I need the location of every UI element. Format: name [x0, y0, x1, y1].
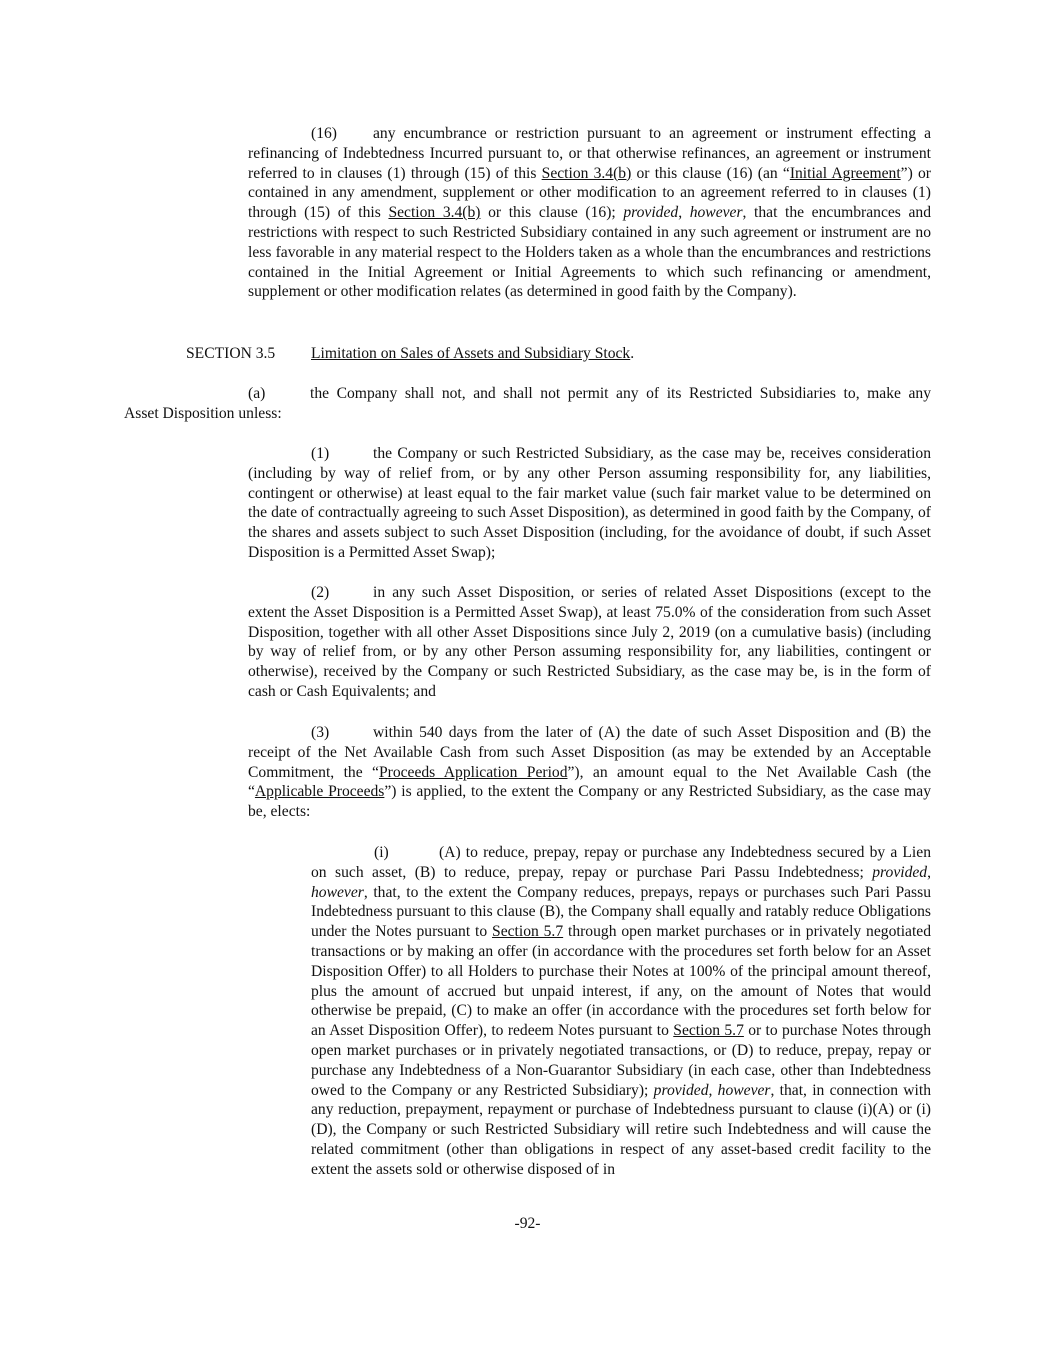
item-3: (3) within 540 days from the later of (A) the date of such Asset Disposition and (B) the receipt of the Net Available Cash from such Asset Disposition (as may be extended by an Acceptable Commitment, the “Proceeds Application Period”), an amount equal to the Net Available Cash (the “Applicable Proceeds”) is applied, to the extent the Company or any Restricted Subsidiary, as the case may be, elects:: [248, 724, 932, 821]
cross-reference-link[interactable]: Section 3.4(b): [541, 164, 632, 182]
cross-reference-link[interactable]: Section 3.4(b): [388, 204, 481, 222]
cross-reference-link[interactable]: Section 5.7: [492, 923, 564, 941]
cross-reference-link[interactable]: Section 5.7: [673, 1022, 744, 1040]
defined-term: Proceeds Application Period: [378, 763, 568, 781]
sub-item-i: (i) (A) to reduce, prepay, repay or purchase any Indebtedness secured by a Lien on such asset, (B) to reduce, prepay, repay or purchase Pari Passu Indebtedness; provided, however, that, to the extent the Company reduces, prepays, repays or purchases such Pari Passu Indebtedness pursuant to this clause (B), the Company shall equally and ratably reduce Obligations under the Notes pursuant to Section 5.7 through open market purchases or in privately negotiated transactions or by making an offer (in accordance with the procedures set forth below for an Asset Disposition Offer) to all Holders to purchase their Notes at 100% of the principal amount thereof, plus the amount of accrued but unpaid interest, if any, on the amount of Notes that would otherwise be prepaid, (C) to make an offer (in accordance with the procedures set forth below for an Asset Disposition Offer), to redeem Notes pursuant to Section 5.7 or to purchase Notes through open market purchases or in privately negotiated transactions, or (D) to reduce, prepay, repay or purchase any Indebtedness of a Non-Guarantor Subsidiary (in each case, other than Indebtedness owed to the Company or any Restricted Subsidiary); provided, however, that, in connection with any reduction, prepayment, repayment or purchase of Indebtedness pursuant to clause (i)(A) or (i)(D), the Company or such Restricted Subsidiary will retire such Indebtedness and will cause the related commitment (other than obligations in respect of any asset-based credit facility to the extent the assets sold or otherwise disposed of in: [311, 844, 932, 1178]
sub-item-number: (i): [374, 844, 389, 861]
defined-term: Applicable Proceeds: [254, 783, 385, 801]
clause-number: (16): [311, 125, 337, 142]
item-number: (2): [311, 584, 330, 601]
defined-term: Initial Agreement: [789, 164, 901, 182]
clause-16: (16) any encumbrance or restriction pursuant to an agreement or instrument effecting a refinancing of Indebtedness Incurred pursuant to, or that otherwise refinances, an agreement or instrument referred to in clauses (1) through (15) of this Section 3.4(b) or this clause (16) (an “Initial Agreement”) or contained in any amendment, supplement or other modification to an agreement referred to in clauses (1) through (15) of this Section 3.4(b) or this clause (16); provided, however, that the encumbrances and restrictions with respect to such Restricted Subsidiary contained in any such agreement or instrument are no less favorable in any material respect to the Holders taken as a whole than the encumbrances and restrictions contained in the Initial Agreement or Initial Agreements to which such refinancing or amendment, supplement or other modification relates (as determined in good faith by the Company).: [248, 125, 931, 301]
section-title: Limitation on Sales of Assets and Subsidiary Stock: [311, 345, 631, 362]
paragraph-number: (a): [248, 385, 266, 402]
section-label: SECTION 3.5: [186, 345, 276, 362]
item-2: (2) in any such Asset Disposition, or series of related Asset Dispositions (except to the extent the Asset Disposition is a Permitted Asset Swap), at least 75.0% of the consideration from such Asset Disposition, together with all other Asset Dispositions since July 2, 2019 (on a cumulative basis) (including by way of relief from, or by any other Person assuming responsibility for, any liabilities, contingent or otherwise), received by the Company or such Restricted Subsidiary, as the case may be, is in the form of cash or Cash Equivalents; and: [248, 584, 931, 700]
item-number: (1): [311, 445, 330, 462]
item-1: (1) the Company or such Restricted Subsidiary, as the case may be, receives consideration (including by way of relief from, or by any other Person assuming responsibility for, any liabilities, contingent or otherwise) at least equal to the fair market value (such fair market value to be determined on the date of contractually agreeing to such Asset Disposition), as determined in good faith by the Company, of the shares and assets subject to such Asset Disposition (including, for the avoidance of doubt, if such Asset Disposition is a Permitted Asset Swap);: [248, 445, 931, 561]
page-number: -92-: [514, 1215, 541, 1232]
paragraph-a: (a) the Company shall not, and shall not permit any of its Restricted Subsidiaries to, make any Asset Disposition unless:: [124, 385, 931, 422]
item-number: (3): [311, 724, 330, 741]
section-heading: SECTION 3.5 Limitation on Sales of Assets and Subsidiary Stock.: [186, 345, 635, 362]
